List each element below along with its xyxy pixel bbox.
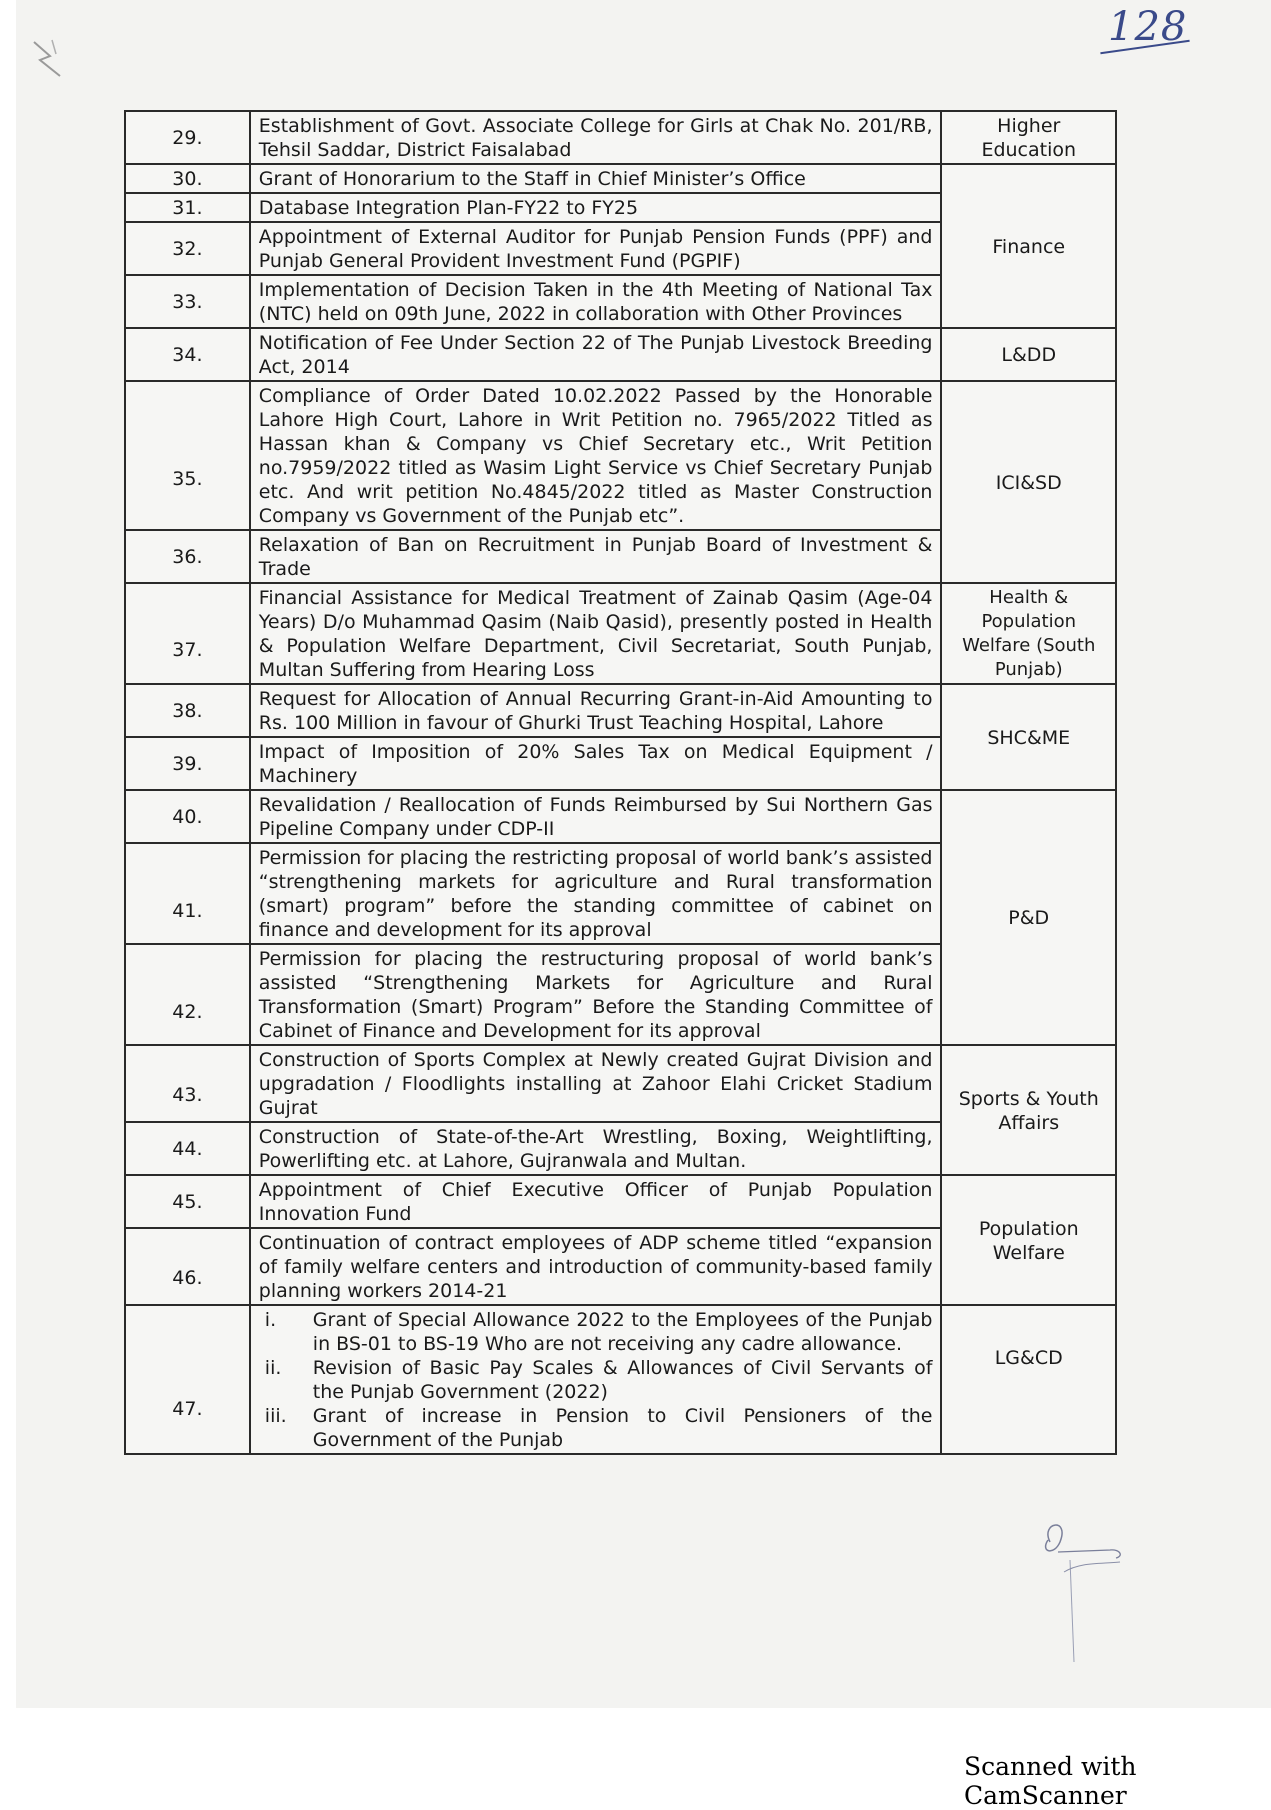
table-row bbox=[125, 1305, 1116, 1454]
table-row bbox=[125, 381, 1116, 530]
serial-number: 29. bbox=[125, 111, 250, 164]
page-number: 128 bbox=[1108, 4, 1188, 50]
table-row bbox=[125, 684, 1116, 737]
table-row bbox=[125, 164, 1116, 193]
agenda-subject: Database Integration Plan-FY22 to FY25 bbox=[250, 193, 942, 222]
agenda-subject: Notification of Fee Under Section 22 of The Punjab Livestock Breeding Act, 2014 bbox=[250, 328, 942, 381]
agenda-subject: Request for Allocation of Annual Recurring Grant-in-Aid Amounting to Rs. 100 Million in favour of Ghurki Trust Teaching Hospital, Lahore bbox=[250, 684, 942, 737]
agenda-subject: Impact of Imposition of 20% Sales Tax on Medical Equipment / Machinery bbox=[250, 737, 942, 790]
table-row bbox=[125, 790, 1116, 843]
serial-number: 35. bbox=[125, 381, 250, 530]
handwritten-signature bbox=[1020, 1512, 1140, 1672]
sub-item-list bbox=[265, 1308, 933, 1452]
scan-corner-mark bbox=[30, 36, 76, 82]
agenda-subject: Compliance of Order Dated 10.02.2022 Passed by the Honorable Lahore High Court, Lahore in Writ Petition no. 7965/2022 Titled as Hassan khan & Company vs Chief Secretary etc., Writ Petition no.7959/2022 titled as Wasim Light Service vs Chief Secretary Punjab etc. And writ petition No.4845/2022 titled as Master Construction Company vs Government of the Punjab etc”. bbox=[250, 381, 942, 530]
department-cell: Population Welfare bbox=[941, 1175, 1116, 1305]
department-cell: Higher Education bbox=[941, 111, 1116, 164]
department-cell: L&DD bbox=[941, 328, 1116, 381]
agenda-subject: Permission for placing the restructuring proposal of world bank’s assisted “Strengthening Markets for Agriculture and Rural Transformation (Smart) Program” Before the Standing Committee of Cabinet of Finance and Development for its approval bbox=[250, 944, 942, 1045]
agenda-subject: Financial Assistance for Medical Treatment of Zainab Qasim (Age-04 Years) D/o Muhammad Qasim (Naib Qasid), presently posted in Health & Population Welfare Department, Civil Secretariat, South Punjab, Multan Suffering from Hearing Loss bbox=[250, 583, 942, 684]
serial-number: 34. bbox=[125, 328, 250, 381]
list-item bbox=[265, 1404, 933, 1452]
table-row bbox=[125, 328, 1116, 381]
agenda-subject: Continuation of contract employees of ADP scheme titled “expansion of family welfare centers and introduction of community-based family planning workers 2014-21 bbox=[250, 1228, 942, 1305]
sub-item-text: Grant of increase in Pension to Civil Pensioners of the Government of the Punjab bbox=[312, 1405, 933, 1451]
department-cell: LG&CD bbox=[941, 1305, 1116, 1454]
serial-number: 32. bbox=[125, 222, 250, 275]
serial-number: 39. bbox=[125, 737, 250, 790]
serial-number: 40. bbox=[125, 790, 250, 843]
sub-item-number: i. bbox=[264, 1309, 277, 1331]
sub-item-number: iii. bbox=[264, 1405, 287, 1427]
table-row bbox=[125, 1175, 1116, 1228]
table-row bbox=[125, 583, 1116, 684]
serial-number: 37. bbox=[125, 583, 250, 684]
serial-number: 46. bbox=[125, 1228, 250, 1305]
department-cell: Sports & Youth Affairs bbox=[941, 1045, 1116, 1175]
sub-item-number: ii. bbox=[264, 1357, 282, 1379]
agenda-subject: Implementation of Decision Taken in the 4th Meeting of National Tax (NTC) held on 09th June, 2022 in collaboration with Other Provinces bbox=[250, 275, 942, 328]
department-cell: Health & Population Welfare (South Punjab) bbox=[941, 583, 1116, 684]
sub-item-text: Revision of Basic Pay Scales & Allowances of Civil Servants of the Punjab Government (2022) bbox=[312, 1357, 933, 1403]
serial-number: 42. bbox=[125, 944, 250, 1045]
serial-number: 36. bbox=[125, 530, 250, 583]
agenda-table-container bbox=[124, 110, 1117, 1455]
department-cell: P&D bbox=[941, 790, 1116, 1045]
department-cell: Finance bbox=[941, 164, 1116, 328]
agenda-subject: Establishment of Govt. Associate College for Girls at Chak No. 201/RB, Tehsil Saddar, District Faisalabad bbox=[250, 111, 942, 164]
agenda-subject: Relaxation of Ban on Recruitment in Punjab Board of Investment & Trade bbox=[250, 530, 942, 583]
agenda-subject: Appointment of Chief Executive Officer of Punjab Population Innovation Fund bbox=[250, 1175, 942, 1228]
agenda-subject: Grant of Honorarium to the Staff in Chief Minister’s Office bbox=[250, 164, 942, 193]
agenda-table bbox=[124, 110, 1117, 1455]
serial-number: 31. bbox=[125, 193, 250, 222]
department-cell: ICI&SD bbox=[941, 381, 1116, 583]
serial-number: 38. bbox=[125, 684, 250, 737]
serial-number: 44. bbox=[125, 1122, 250, 1175]
agenda-subject: Permission for placing the restricting proposal of world bank’s assisted “strengthening markets for agriculture and Rural transformation (smart) program” before the standing committee of cabinet on finance and development for its approval bbox=[250, 843, 942, 944]
scanner-footer: Scanned with CamScanner bbox=[964, 1752, 1137, 1810]
serial-number: 47. bbox=[125, 1305, 250, 1454]
agenda-subject: Construction of State-of-the-Art Wrestling, Boxing, Weightlifting, Powerlifting etc. at Lahore, Gujranwala and Multan. bbox=[250, 1122, 942, 1175]
table-row bbox=[125, 1045, 1116, 1122]
agenda-subject: Appointment of External Auditor for Punjab Pension Funds (PPF) and Punjab General Provident Investment Fund (PGPIF) bbox=[250, 222, 942, 275]
serial-number: 43. bbox=[125, 1045, 250, 1122]
agenda-subject: Revalidation / Reallocation of Funds Reimbursed by Sui Northern Gas Pipeline Company under CDP-II bbox=[250, 790, 942, 843]
serial-number: 45. bbox=[125, 1175, 250, 1228]
serial-number: 41. bbox=[125, 843, 250, 944]
agenda-subject: Construction of Sports Complex at Newly created Gujrat Division and upgradation / Floodlights installing at Zahoor Elahi Cricket Stadium Gujrat bbox=[250, 1045, 942, 1122]
department-cell: SHC&ME bbox=[941, 684, 1116, 790]
agenda-subject-list bbox=[250, 1305, 942, 1454]
serial-number: 30. bbox=[125, 164, 250, 193]
list-item bbox=[265, 1308, 933, 1356]
serial-number: 33. bbox=[125, 275, 250, 328]
list-item bbox=[265, 1356, 933, 1404]
sub-item-text: Grant of Special Allowance 2022 to the Employees of the Punjab in BS-01 to BS-19 Who are not receiving any cadre allowance. bbox=[312, 1309, 933, 1355]
table-row bbox=[125, 111, 1116, 164]
